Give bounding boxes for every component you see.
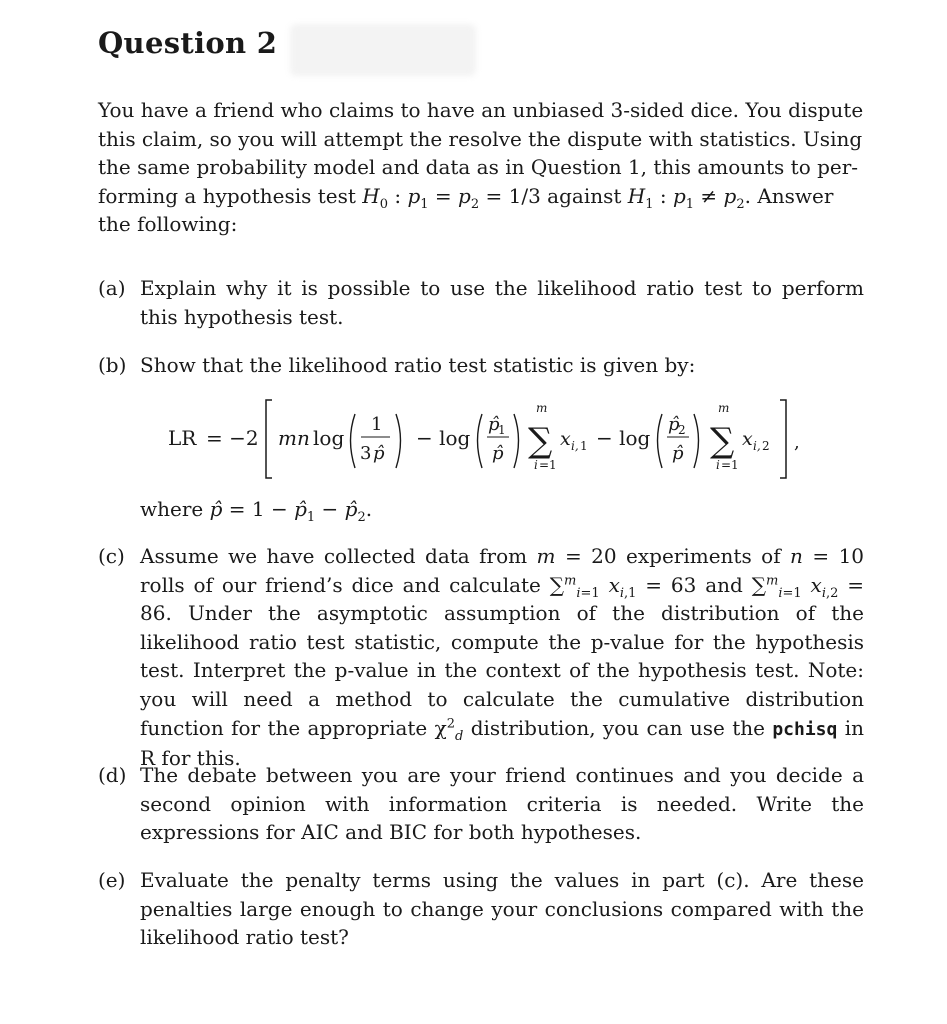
question-c — [98, 542, 864, 773]
svg-text:2: 2 — [678, 423, 686, 437]
where-word: where — [140, 497, 204, 521]
svg-text:p̂: p̂ — [488, 414, 500, 435]
page-title: Question 2 — [98, 26, 278, 60]
item-text: Show that the likelihood ratio test statistic is given by: — [140, 353, 696, 377]
svg-text:i,: i, — [753, 439, 761, 453]
svg-text:2: 2 — [762, 439, 770, 453]
question-d — [98, 761, 864, 847]
question-e — [98, 866, 864, 952]
svg-text:=1: =1 — [721, 458, 739, 472]
svg-text:3: 3 — [360, 443, 372, 464]
svg-text:m: m — [718, 401, 730, 415]
svg-text:i,: i, — [571, 439, 579, 453]
lr-equation — [168, 390, 868, 485]
svg-text:∑: ∑ — [710, 421, 735, 461]
item-label: (a) — [98, 276, 126, 300]
svg-text:− log: − log — [596, 426, 651, 450]
svg-text:=1: =1 — [539, 458, 557, 472]
item-label: (b) — [98, 353, 127, 377]
svg-text:i: i — [716, 458, 720, 472]
svg-text:i: i — [534, 458, 538, 472]
intro-line: this claim, so you will attempt the resolve the dispute with statistics. Using — [98, 126, 863, 151]
intro-line: forming a hypothesis test $H_0$ : $p_1 = p_2 = 1/3$ against $H_1$ : $p_1 \ne p_2$. Answer — [98, 183, 834, 212]
svg-text:,: , — [794, 432, 800, 453]
svg-text:− log: − log — [416, 426, 471, 450]
svg-text:log: log — [313, 426, 345, 450]
redacted-region — [290, 24, 476, 76]
intro-line: the following: — [98, 212, 238, 237]
intro-line: You have a friend who claims to have an unbiased 3-sided dice. You dispute — [98, 98, 864, 122]
svg-text:p̂: p̂ — [492, 443, 504, 464]
svg-text:1: 1 — [498, 423, 506, 437]
question-a — [98, 274, 864, 331]
svg-text:= −2: = −2 — [206, 426, 259, 450]
item-label: (c) — [98, 544, 125, 568]
question-b — [98, 351, 864, 380]
item-text: Evaluate the penalty terms using the values in part (c). Are these penalties large enough to change your conclusions compared with the likelihood ratio test? — [140, 868, 864, 950]
svg-text:LR: LR — [168, 426, 197, 450]
value-sum1: 63 — [670, 572, 697, 597]
svg-text:p̂: p̂ — [668, 414, 680, 435]
intro-line: the same probability model and data as in Question 1, this amounts to per- — [98, 155, 859, 180]
value-m: 20 — [591, 544, 617, 568]
item-text: The debate between you are your friend continues and you decide a second opinion with information criteria is needed. Write the expressions for AIC and BIC for both hypotheses. — [140, 763, 864, 845]
svg-text:m: m — [536, 401, 548, 415]
code-pchisq: pchisq — [772, 718, 838, 740]
item-text: Assume we have collected data from m = 20 experiments of n = 10 rolls of our friend’s dice and calculate ∑$^m_{i=1}$ $x_{i,1} = 63$ and ∑$^m_{i=1}$ $x_{i,2} = 86$. Under the asymptotic assumption of the distribution of the likelihood ratio test statistic, compute the p-value for the hypothesis test. Interpret the p-value in the context of the hypothesis test. Note: you will need a method to calculate the cumulative distribution function for the appropriate $\chi^2_d$ distribution, you can use the pchisq in R for this. — [140, 544, 865, 771]
svg-text:∑: ∑ — [528, 421, 553, 461]
svg-text:p̂: p̂ — [373, 443, 385, 464]
svg-text:x: x — [560, 428, 571, 450]
item-label: (e) — [98, 868, 126, 892]
value-sum2: 86 — [140, 601, 166, 626]
svg-text:1: 1 — [371, 414, 383, 435]
where-line: where p̂ = $1 - p̂_1$ − $p̂_2$. — [140, 497, 373, 525]
svg-text:p̂: p̂ — [672, 443, 684, 464]
svg-text:mn: mn — [278, 426, 310, 450]
value-n: 10 — [838, 544, 865, 568]
svg-text:1: 1 — [580, 439, 588, 453]
svg-text:x: x — [742, 428, 753, 450]
intro-paragraph — [98, 96, 864, 239]
item-text: Explain why it is possible to use the likelihood ratio test to perform this hypothesis test. — [140, 276, 864, 329]
item-label: (d) — [98, 763, 127, 787]
